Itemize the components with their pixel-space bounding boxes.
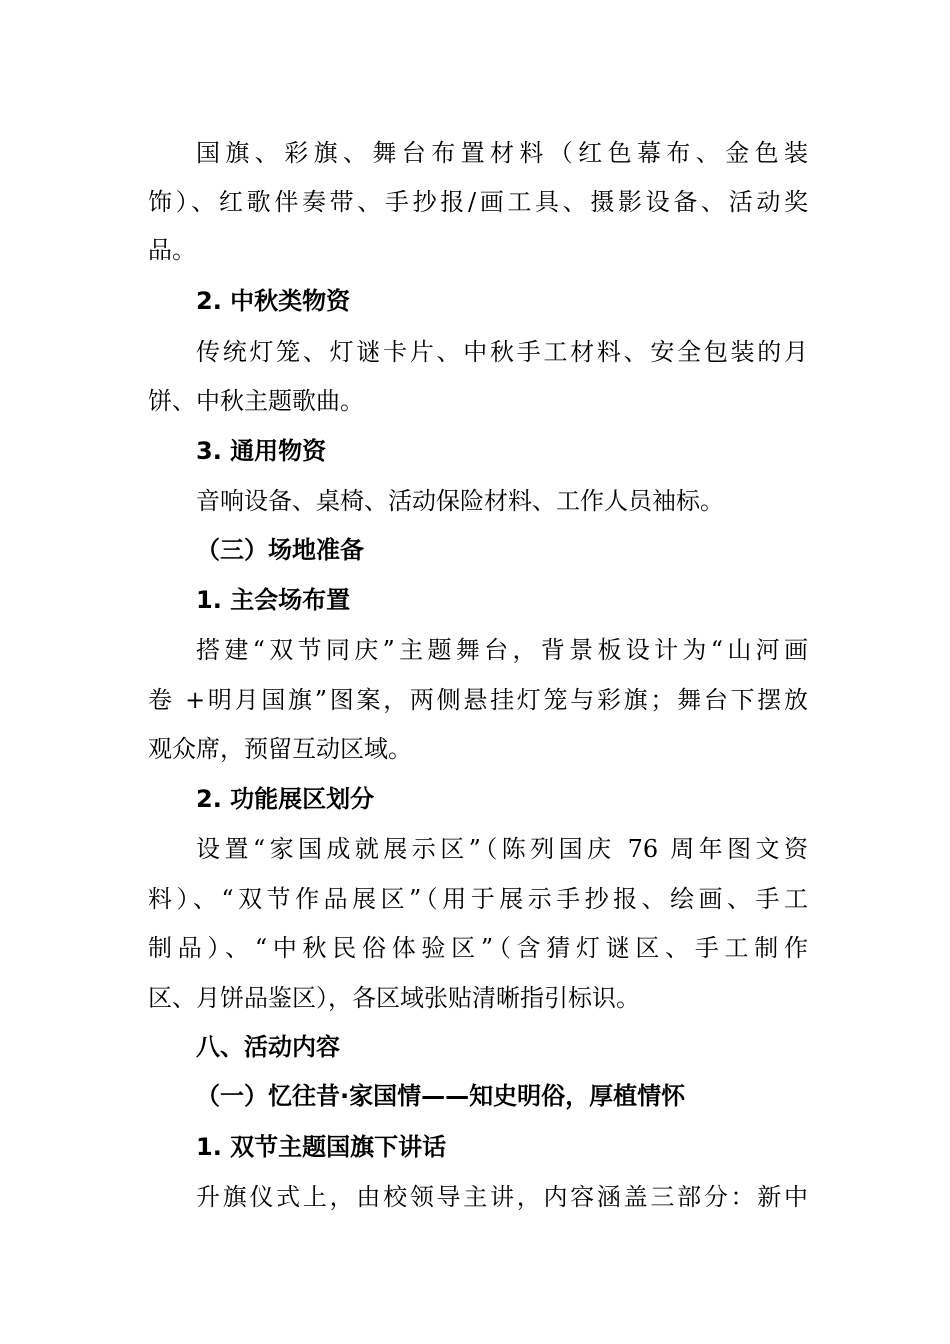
heading-section-eight: 八、活动内容 — [196, 1033, 340, 1061]
paragraph-materials-line-2: 饰）、红歌伴奏带、手抄报/画工具、摄影设备、活动奖 — [148, 188, 808, 216]
heading-function-zones: 2. 功能展区划分 — [196, 785, 375, 813]
paragraph-stage-line-1: 搭建“双节同庆”主题舞台，背景板设计为“山河画 — [196, 636, 808, 664]
heading-subsection-one: （一）忆往昔·家国情——知史明俗，厚植情怀 — [196, 1082, 686, 1110]
paragraph-stage-line-2: 卷 +明月国旗”图案，两侧悬挂灯笼与彩旗；舞台下摆放 — [148, 686, 808, 714]
paragraph-general-line-1: 音响设备、桌椅、活动保险材料、工作人员袖标。 — [196, 487, 724, 515]
heading-main-venue: 1. 主会场布置 — [196, 586, 351, 614]
paragraph-materials-line-1: 国旗、彩旗、舞台布置材料（红色幕布、金色装 — [196, 139, 808, 167]
paragraph-speech-line-1: 升旗仪式上，由校领导主讲，内容涵盖三部分：新中 — [196, 1183, 808, 1211]
paragraph-stage-line-3: 观众席，预留互动区域。 — [148, 735, 412, 763]
heading-flag-speech: 1. 双节主题国旗下讲话 — [196, 1133, 447, 1161]
heading-venue-preparation: （三）场地准备 — [196, 536, 364, 564]
heading-general-supplies: 3. 通用物资 — [196, 437, 327, 465]
paragraph-midautumn-line-1: 传统灯笼、灯谜卡片、中秋手工材料、安全包装的月 — [196, 338, 808, 366]
paragraph-materials-line-3: 品。 — [148, 236, 196, 264]
heading-midautumn-supplies: 2. 中秋类物资 — [196, 287, 351, 315]
paragraph-zones-line-3: 制品）、“中秋民俗体验区”（含猜灯谜区、手工制作 — [148, 934, 808, 962]
paragraph-midautumn-line-2: 饼、中秋主题歌曲。 — [148, 387, 364, 415]
paragraph-zones-line-1: 设置“家国成就展示区”（陈列国庆 76 周年图文资 — [196, 835, 808, 863]
paragraph-zones-line-4: 区、月饼品鉴区），各区域张贴清晰指引标识。 — [148, 984, 640, 1012]
paragraph-zones-line-2: 料）、“双节作品展区”（用于展示手抄报、绘画、手工 — [148, 885, 808, 913]
